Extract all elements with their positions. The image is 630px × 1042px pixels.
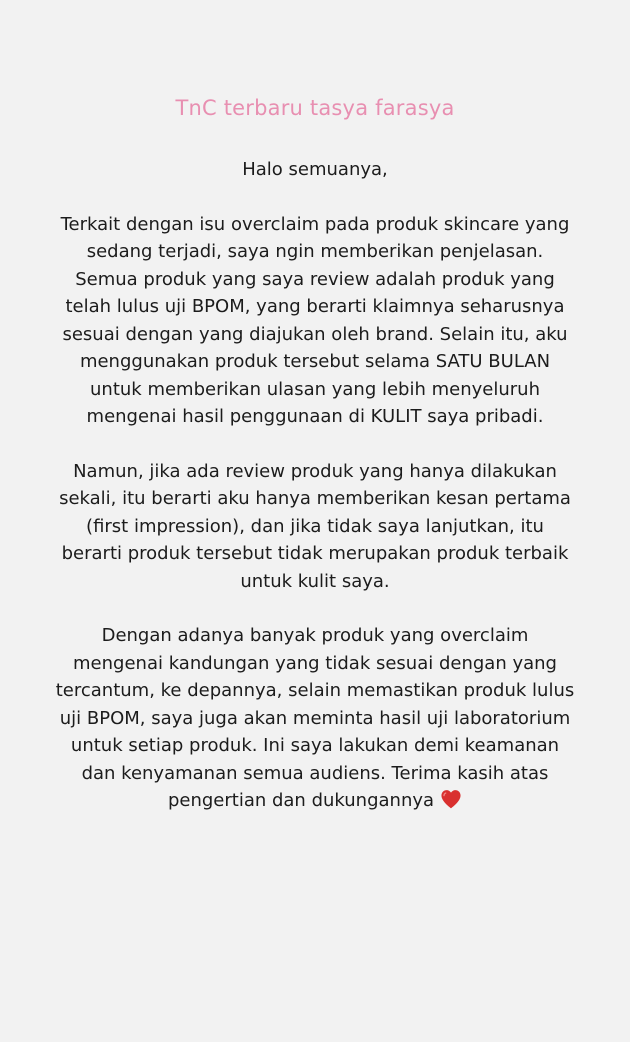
paragraph-3-text: Dengan adanya banyak produk yang overclaim mengenai kandungan yang tidak sesuai dengan yang tercantum, ke depannya, selain memastikan produk lulus uji BPOM, saya juga akan meminta hasil uji laboratorium untuk setiap produk. Ini saya lakukan demi keamanan dan kenyamanan semua audiens. Terima kasih atas pengertian dan dukungannya xyxy=(55,625,575,811)
paragraph-3 xyxy=(55,622,575,815)
story-title: TnC terbaru tasya farasya xyxy=(175,96,455,120)
paragraph-1: Terkait dengan isu overclaim pada produk skincare yang sedang terjadi, saya ngin memberikan penjelasan. Semua produk yang saya review adalah produk yang telah lulus uji BPOM, yang berarti klaimnya seharusnya sesuai dengan yang diajukan oleh brand. Selain itu, aku menggunakan produk tersebut selama SATU BULAN untuk memberikan ulasan yang lebih menyeluruh mengenai hasil penggunaan di KULIT saya pribadi. xyxy=(60,213,570,427)
red-heart-icon xyxy=(440,789,462,809)
paragraph-2: Namun, jika ada review produk yang hanya dilakukan sekali, itu berarti aku hanya memberikan kesan pertama (first impression), dan jika tidak saya lanjutkan, itu berarti produk tersebut tidak merupakan produk terbaik untuk kulit saya. xyxy=(59,460,571,592)
greeting-text: Halo semuanya, xyxy=(242,159,388,180)
story-body xyxy=(55,156,575,815)
